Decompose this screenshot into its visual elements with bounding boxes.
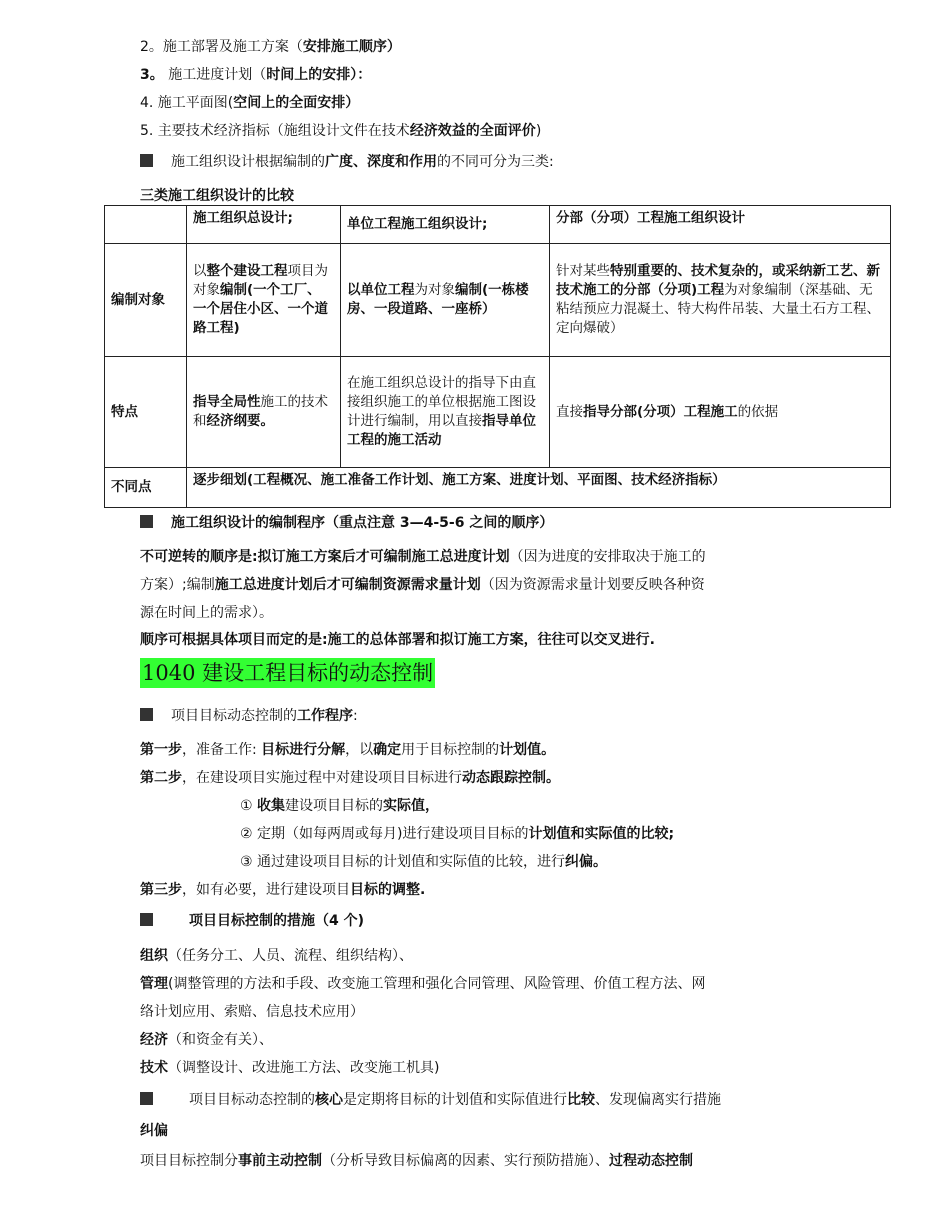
cell-bold: 整个建设工程 [206,263,288,279]
text-bold: 比较 [567,1092,595,1108]
item-2-text: 2。施工部署及施工方案（ [140,39,303,55]
text: : [353,708,358,724]
text: 方案）;编制 [140,577,215,593]
item-5-bold: 经济效益的全面评价 [409,123,536,139]
text: ② 定期（如每两周或每月)进行建设项目目标的 [240,826,529,842]
cell-unit-feature [341,357,550,468]
cell-text: 为对象 [414,282,455,298]
text-bold: 工作程序 [297,708,353,724]
item-5-close: ) [535,123,542,139]
step-label: 第一步 [140,742,182,758]
step-2 [140,768,560,788]
cell-difference: 逐步细划(工程概况、施工准备工作计划、施工方案、进度计划、平面图、技术经济指标） [187,468,891,508]
text-bold: 施工总进度计划后才可编制资源需求量计划 [214,577,481,593]
text-bold: 纠偏。 [565,854,607,870]
cell-text: 以 [193,263,207,279]
measure-management-cont: 络计划应用、索赔、信息技术应用） [140,1004,364,1020]
dynamic-heading [140,706,358,726]
text-bold: 过程动态控制 [609,1153,693,1169]
cell-bold: 经济纲要。 [206,413,274,429]
text-bold: 实际值， [383,798,440,814]
core-line-cont: 纠偏 [140,1123,168,1139]
table-header-row [105,206,891,244]
row-label-object: 编制对象 [105,244,187,357]
header-cell-empty [105,206,187,244]
item-5-text: 5. 主要技术经济指标（施组设计文件在技术 [140,123,410,139]
measure-organization [140,946,413,966]
table-row [105,357,891,468]
row-label-difference: 不同点 [105,468,187,508]
text: 项目目标动态控制的 [189,1092,315,1108]
cell-text: 为对象编制（深基础、无粘结预应力混凝土、特大构件吊装、大量土石方工程、定向爆破） [556,282,880,336]
section-title: 1040 建设工程目标的动态控制 [140,658,435,688]
item-3-text: 施工进度计划（ [163,67,267,83]
text-bold: 计划值。 [499,742,556,758]
square-bullet-icon [140,515,153,528]
measures-heading-text: 项目目标控制的措施（4 个) [189,913,365,929]
item-5-line [140,121,541,141]
cell-overall-feature [187,357,341,468]
text: 建设项目目标的 [285,798,384,814]
text: ，准备工作: [182,742,262,758]
row-label-feature: 特点 [105,357,187,468]
step-label: 第三步 [140,882,182,898]
item-2-bold: 安排施工顺序） [302,39,401,55]
square-bullet-icon [140,708,153,721]
item-4-bold: 空间上的全面安排） [233,95,360,111]
table-row [105,468,891,508]
classification-line [140,152,554,172]
measures-heading [140,911,364,931]
comparison-table [104,205,891,508]
item-2-line [140,37,401,57]
step-1 [140,740,555,760]
text-bold: 目标的调整. [350,882,426,898]
header-cell-unit: 单位工程施工组织设计; [341,206,550,244]
text: 是定期将目标的计划值和实际值进行 [343,1092,567,1108]
text-bold: 施工的总体部署和拟订施工方案 [327,632,524,648]
step-label: 第二步 [140,770,182,786]
item-3-line [140,65,371,85]
step-2-item-3 [240,852,607,872]
header-cell-subdivision: 分部（分项）工程施工组织设计 [550,206,891,244]
text-bold: 确定 [373,742,402,758]
text: ，如有必要，进行建设项目 [182,882,350,898]
cell-bold: 以单位工程 [347,282,415,298]
text-bold: 顺序可根据具体项目而定的是: [140,632,328,648]
table-title: 三类施工组织设计的比较 [140,188,294,204]
core-line [140,1090,721,1110]
measure-management [140,974,705,994]
step-2-item-2 [240,824,674,844]
classification-text: 施工组织设计根据编制的 [171,154,325,170]
square-bullet-icon [140,1092,153,1105]
text-bold: 收集 [257,798,286,814]
square-bullet-icon [140,913,153,926]
text: （因为进度的安排取决于施工的 [509,549,706,565]
cell-subdivision-object [550,244,891,357]
text: （因为资源需求量计划要反映各种资 [480,577,705,593]
cell-bold: 特别重要的、技术复杂的，或采纳新工艺、新技术施工的分部（分项)工程 [556,263,880,298]
text-bold: 核心 [315,1092,343,1108]
text-bold: 动态跟踪控制。 [462,770,560,786]
item-4-text: 4. 施工平面图( [140,95,234,111]
cell-text: 的依据 [737,403,779,420]
text-bold: 拟订施工方案后才可编制施工总进度计划 [257,549,510,565]
measure-technical [140,1058,439,1078]
cell-text: 直接 [556,403,583,420]
cell-bold: 编制(一个工厂、一个居住小区、一个道路工程) [193,282,328,336]
item-3-number: 3。 [140,67,164,83]
text: （任务分工、人员、流程、组织结构）、 [168,948,413,964]
cell-text: 项目为对象 [193,263,328,298]
cell-bold: 指导分部(分项）工程施工 [583,403,738,420]
step-3 [140,880,425,900]
text: （和资金有关）、 [168,1032,273,1048]
header-cell-overall: 施工组织总设计; [187,206,341,244]
table-row [105,244,891,357]
text: （调整设计、改进施工方法、改变施工机具) [168,1060,440,1076]
text: ① [240,798,258,814]
text: （分析导致目标偏离的因素、实行预防措施）、 [322,1153,609,1169]
cell-unit-object [341,244,550,357]
text-bold: 计划值和实际值的比较; [528,826,675,842]
square-bullet-icon [140,154,153,167]
text: 、发现偏离实行措施 [595,1092,721,1108]
cell-text: 针对某些 [556,263,610,279]
control-types-line [140,1151,693,1171]
text-bold: 组织 [140,948,168,964]
procedure-line-2 [140,575,705,595]
procedure-line-1 [140,547,706,567]
measure-economic [140,1030,273,1050]
text-bold: 经济 [140,1032,168,1048]
text: (调整管理的方法和手段、改变施工管理和强化合同管理、风险管理、价值工程方法、网 [168,976,706,992]
text-bold: ，往往可以交叉进行. [523,632,655,648]
cell-text: 施工的技术和 [193,394,328,429]
procedure-heading-text: 施工组织设计的编制程序（重点注意 3—4-5-6 之间的顺序） [171,515,554,531]
text: 用于目标控制的 [401,742,500,758]
classification-tail: 的不同可分为三类: [437,154,554,170]
text-bold: 管理 [140,976,168,992]
cell-text: 在施工组织总设计的指导下由直接组织施工的单位根据施工图设计进行编制，用以直接 [347,375,536,429]
text-bold: 不可逆转的顺序是: [140,549,258,565]
text-bold: 目标进行分解 [261,742,346,758]
cell-subdivision-feature [550,357,891,468]
classification-bold: 广度、深度和作用 [325,154,437,170]
procedure-line-4 [140,630,655,650]
procedure-heading [140,513,553,533]
cell-bold: 指导单位工程的施工活动 [347,413,536,448]
procedure-line-3: 源在时间上的需求）。 [140,605,273,621]
cell-bold: 编制(一栋楼房、一段道路、一座桥） [347,282,529,317]
text-bold: 事前主动控制 [238,1153,322,1169]
text-bold: 技术 [140,1060,168,1076]
cell-bold: 指导全局性 [193,394,261,410]
step-2-item-1 [240,796,439,816]
text: ③ 通过建设项目目标的计划值和实际值的比较，进行 [240,854,565,870]
text: 项目目标动态控制的 [171,708,297,724]
cell-overall-object [187,244,341,357]
text: 项目目标控制分 [140,1153,238,1169]
text: ，以 [345,742,374,758]
item-3-bold: 时间上的安排）： [266,67,372,83]
text: ，在建设项目实施过程中对建设项目目标进行 [182,770,462,786]
item-4-line [140,93,359,113]
